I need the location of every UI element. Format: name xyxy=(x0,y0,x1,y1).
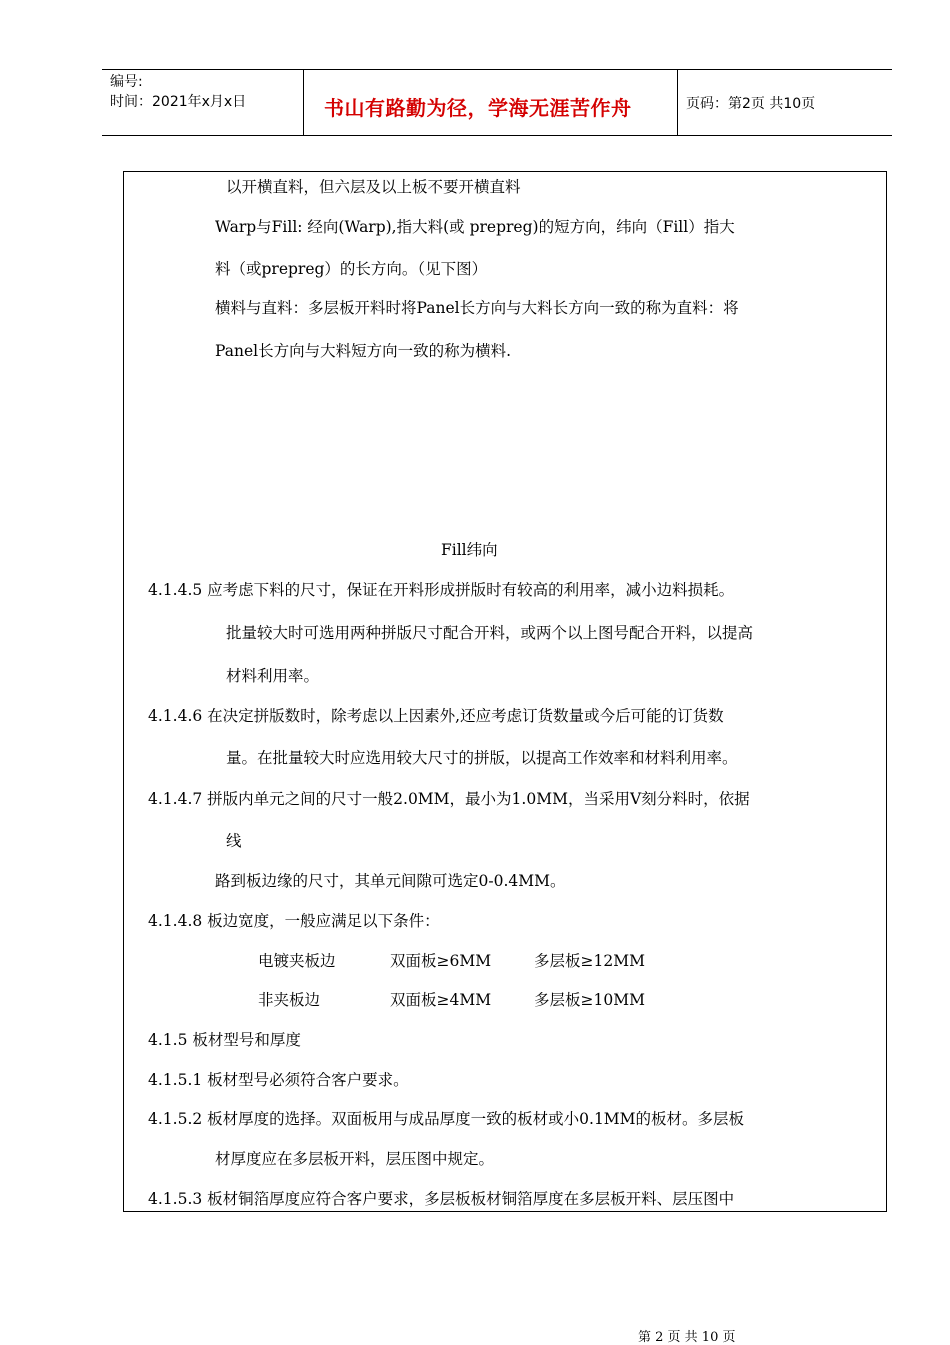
document-time-label: 时间：2021年x月x日 xyxy=(110,94,247,110)
clause-4-1-5-1: 4.1.5.1 板材型号必须符合客户要求。 xyxy=(148,1071,409,1089)
clause-4-1-4-5: 4.1.4.5 应考虑下料的尺寸，保证在开料形成拼版时有较高的利用率，减小边料损耗。 xyxy=(148,581,735,599)
content-line: 材料利用率。 xyxy=(226,667,320,685)
edge-double-sided: 双面板≥4MM xyxy=(390,991,492,1009)
content-line: Warp与Fill: 经向(Warp),指大料(或 prepreg)的短方向，纬向（Fill）指大 xyxy=(215,218,735,236)
content-line: 料（或prepreg）的长方向。（见下图） xyxy=(215,260,488,278)
content-line: 路到板边缘的尺寸，其单元间隙可选定0-0.4MM。 xyxy=(215,872,566,890)
clause-4-1-4-7: 4.1.4.7 拼版内单元之间的尺寸一般2.0MM，最小为1.0MM，当采用V刻分料时，依据 xyxy=(148,790,750,808)
header-top-rule xyxy=(102,69,892,70)
clause-4-1-5-2: 4.1.5.2 板材厚度的选择。双面板用与成品厚度一致的板材或小0.1MM的板材。多层板 xyxy=(148,1110,745,1128)
clause-4-1-4-8: 4.1.4.8 板边宽度，一般应满足以下条件： xyxy=(148,912,440,930)
header-divider-2 xyxy=(677,69,678,136)
header-divider-1 xyxy=(303,69,304,136)
figure-caption: Fill纬向 xyxy=(441,541,498,559)
clause-4-1-4-6: 4.1.4.6 在决定拼版数时，除考虑以上因素外,还应考虑订货数量或今后可能的订货数 xyxy=(148,707,724,725)
edge-double-sided: 双面板≥6MM xyxy=(390,952,492,970)
content-line: 材厚度应在多层板开料，层压图中规定。 xyxy=(215,1150,495,1168)
edge-multilayer: 多层板≥12MM xyxy=(534,952,645,970)
content-line: 线 xyxy=(226,832,242,850)
header-motto: 书山有路勤为径，学海无涯苦作舟 xyxy=(324,96,632,120)
content-line: Panel长方向与大料短方向一致的称为横料. xyxy=(215,342,512,360)
content-line: 量。在批量较大时应选用较大尺寸的拼版，以提高工作效率和材料利用率。 xyxy=(226,749,738,767)
clause-4-1-5-3: 4.1.5.3 板材铜箔厚度应符合客户要求，多层板板材铜箔厚度在多层板开料、层压图中 xyxy=(148,1190,735,1208)
section-4-1-5: 4.1.5 板材型号和厚度 xyxy=(148,1031,301,1049)
edge-type-plating: 电镀夹板边 xyxy=(258,952,336,970)
footer-page-info: 第 2 页 共 10 页 xyxy=(638,1330,736,1345)
header-page-code: 页码：第2页 共10页 xyxy=(686,96,816,112)
document-number-label: 编号: xyxy=(110,74,143,90)
edge-type-non-clamp: 非夹板边 xyxy=(258,991,321,1009)
edge-multilayer: 多层板≥10MM xyxy=(534,991,645,1009)
content-box xyxy=(123,171,887,1212)
header-bottom-rule xyxy=(102,135,892,136)
content-line: 横料与直料：多层板开料时将Panel长方向与大料长方向一致的称为直料：将 xyxy=(215,299,739,317)
content-line: 以开横直料，但六层及以上板不要开横直料 xyxy=(226,178,521,196)
content-line: 批量较大时可选用两种拼版尺寸配合开料，或两个以上图号配合开料，以提高 xyxy=(226,624,754,642)
